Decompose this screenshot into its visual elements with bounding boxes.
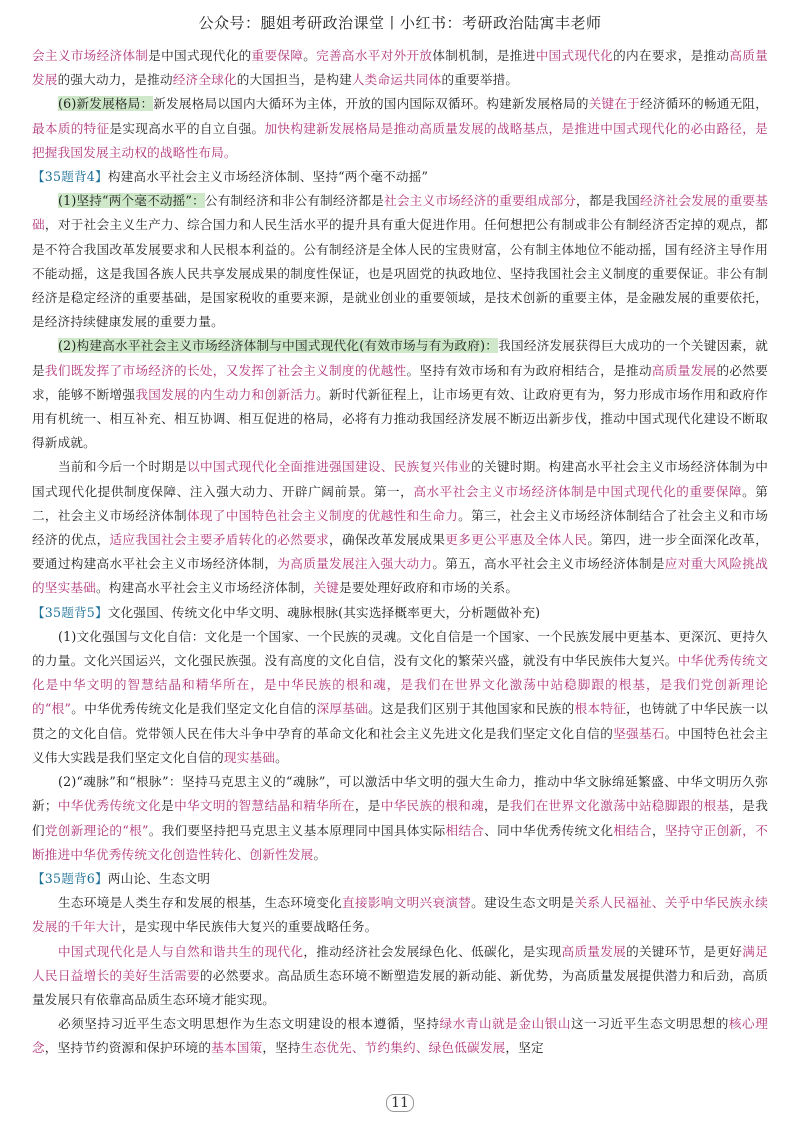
highlighted-text: 中国式现代化 [535, 48, 614, 63]
paragraph [32, 44, 768, 92]
text-run: 、同中华优秀传统文化 [484, 822, 614, 838]
text-run: 必须坚持习近平生态文明思想作为生态文明建设的根本遵循，坚持 [58, 1016, 440, 1032]
highlighted-text: 满足人民日益增长的美好生活需要 [32, 943, 769, 983]
highlighted-text: 我们既发挥了市场经济的长处，又发挥了社会主义制度的优越性 [44, 362, 407, 378]
text-run: 。构建高水平社会主义市场经济体制， [95, 580, 314, 596]
highlighted-text: 根本特征 [574, 701, 627, 717]
text-run: 。第三，社会主义市场经济体制结合了社会主义和市场经济的优点， [32, 507, 768, 548]
highlighted-text: 经济社会发展的重要基础 [32, 193, 769, 233]
text-run: 体制机制，是推进 [432, 48, 536, 63]
text-run: 的关键环节，是更好 [626, 943, 743, 959]
highlighted-text: 中国式现代化是人与自然和谐共生的现代化 [58, 943, 304, 959]
highlighted-text: 直接影响文明兴衰演替 [342, 895, 472, 911]
highlighted-text: 重要保障 [251, 48, 304, 63]
text-run: 这一习近平生态文明思想的 [571, 1016, 729, 1032]
highlighted-text: 相结合 [445, 822, 485, 838]
highlighted-text: 更多更公平惠及全体人民 [445, 532, 588, 548]
highlighted-text: 社会主义市场经济的重要组成部分 [384, 193, 577, 209]
paragraph [32, 334, 768, 455]
text-run: 。坚持有效市场和有为政府相结合，是推动 [406, 362, 652, 378]
highlighted-text: 核心理念 [32, 1016, 768, 1056]
subheading-highlight: (2)构建高水平社会主义市场经济体制与中国式现代化(有效市场与有为政府)： [58, 338, 499, 354]
highlighted-text: 党创新理论的“根” [44, 822, 149, 838]
text-run: 生态环境是人类生存和发展的根基，生态环境变化 [58, 895, 343, 911]
highlighted-text: 中华优秀传统文化 [57, 798, 162, 814]
section-heading [32, 165, 768, 189]
paragraph [32, 189, 768, 334]
highlighted-text: 我们在世界文化激荡中站稳脚跟的根基 [509, 798, 730, 814]
highlighted-text: 中华文明的智慧结晶和精华所在 [174, 798, 355, 814]
section-heading [32, 867, 768, 891]
section-heading [32, 601, 768, 625]
highlighted-text: 高水平社会主义市场经济体制是中国式现代化的重要保障 [413, 483, 743, 499]
paragraph [32, 455, 768, 600]
highlighted-text: 人类命运共同体 [351, 72, 442, 88]
paragraph [32, 770, 768, 867]
text-run: 。 [275, 749, 288, 765]
text-run: 新发展格局以国内大循环为主体，开放的国内国际双循环。构建新发展格局的 [153, 96, 589, 112]
text-run: 。第五，高水平社会主义市场经济体制是 [432, 556, 665, 572]
text-run: ，坚持节约资源和保护环境的 [44, 1040, 212, 1056]
text-run: 公有制经济和非公有制经济都是 [204, 193, 385, 209]
text-run: 的必然要求。高品质生态环境不断塑造发展的新动能、新优势，为高质量发展提供潜力和后劲，高质量发展只有依靠高品质生态环境才能实现。 [32, 967, 768, 1007]
text-run: 的内在要求，是推动 [613, 48, 730, 63]
text-run: ，是 [354, 798, 381, 814]
text-run: 是 [161, 798, 175, 814]
text-run: ，推动经济社会发展绿色化、低碳化，是实现 [303, 943, 562, 959]
highlighted-text: 绿水青山就是金山银山 [439, 1016, 572, 1032]
highlighted-text: 高质量发展 [32, 48, 768, 88]
highlighted-text: 加快构建新发展格局是推动高质量发展的战略基点，是推进中国式现代化的必由路径，是把握我国发展主动权的战略性布局。 [32, 120, 768, 160]
text-run: 。第二，社会主义市场经济体制 [32, 483, 769, 523]
text-run: ，坚定 [505, 1040, 544, 1056]
text-run: 。第四，进一步全面深化改革，要通过构建高水平社会主义市场经济体制， [32, 532, 769, 572]
text-run: ，对于社会主义生产力、综合国力和人民生活水平的提升具有重大促进作用。任何想把公有制或非公有制经济否定掉的观点，都是不符合我国改革发展要求和人民根本利益的。公有制经济是全体人民的宝贵财富，公有制主体地位不能动摇，国有经济主导作用不能动摇，这是我国各族人民共享发展成果的制度性保证，也是巩固党的执政地位、坚持我国社会主义制度的重要保证。非公有制经济是稳定经济的重要基础，是国家税收的重要来源，是就业创业的重要领域，是技术创新的重要主体，是金融发展的重要依托，是经济持续健康发展的重要力量。 [32, 217, 769, 330]
highlighted-text: 最本质的特征 [32, 120, 110, 136]
text-run: 文化强国、传统文化中华文明、魂脉根脉(其实选择概率更大，分析题做补充) [107, 604, 541, 620]
text-run: 。这是我们区别于其他国家和民族的 [368, 701, 575, 717]
highlighted-text: 关键在于 [588, 96, 640, 112]
text-run: 经济循环的畅通无阻， [639, 96, 769, 112]
highlighted-text: 生态优先、节约集约、绿色低碳发展 [300, 1040, 506, 1056]
section-tag: 【35题背6】 [32, 870, 108, 886]
highlighted-text: 完善高水平对外开放 [316, 48, 433, 63]
highlighted-text: 中华民族的根和魂 [380, 798, 485, 814]
text-run: 的必然要求，能够不断增强 [32, 362, 769, 402]
text-run: 是要处理好政府和市场的关系。 [339, 580, 519, 596]
document-body [32, 44, 768, 1061]
text-run: 的强大动力，是推动 [57, 72, 173, 88]
text-run: 我国经济发展获得巨大成功的一个关键因素，就是 [32, 338, 768, 378]
text-run: 。新时代新征程上，让市场更有效、让政府更有为，努力形成市场作用和政府作用有机统一、相互补充、相互协调、相互促进的格局，必将有力推动我国经济发展不断迈出新步伐，推动中国式现代化建设不断取得新成就。 [32, 386, 768, 451]
text-run: ，是我们 [32, 798, 768, 838]
text-run: ，都是我国 [576, 193, 641, 209]
subheading-highlight: (1)坚持“两个毫不动摇”： [58, 193, 205, 209]
highlighted-text: 坚持守正创新，不断推进中华优秀传统文化创造性转化、创新性发展 [32, 822, 768, 862]
highlighted-text: 现实基础 [223, 749, 276, 765]
highlighted-text: 体现了中国特色社会主义制度的优越性和生命力 [186, 507, 459, 523]
text-run: 构建高水平社会主义市场经济体制、坚持“两个毫不动摇” [107, 169, 429, 185]
highlighted-text: 经济全球化 [172, 72, 237, 88]
text-run: ，确保改革发展成果 [329, 532, 446, 548]
text-run: 的大国担当，是构建 [236, 72, 352, 88]
text-run: 的关键时期。构建高水平社会主义市场经济体制为中国式现代化提供制度保障、注入强大动力、开辟广阔前景。第一， [32, 459, 768, 499]
paragraph [32, 1012, 768, 1060]
highlighted-text: 中华优秀传统文化是中华文明的智慧结晶和精华所在，是中华民族的根和魂，是我们在世界文化激荡中站稳脚跟的根基，是我们党创新理论的“根” [32, 653, 768, 717]
text-run: 两山论、生态文明 [107, 870, 211, 886]
highlighted-text: 基本国策 [211, 1040, 263, 1056]
text-run: ， [651, 822, 665, 838]
paragraph [32, 92, 768, 165]
paragraph [32, 625, 768, 770]
paragraph [32, 940, 768, 1013]
text-run: 的重要举措。 [441, 72, 519, 88]
highlighted-text: 坚强基石 [613, 725, 665, 741]
highlighted-text: 我国发展的内生动力和创新活力 [135, 386, 317, 402]
page-number [0, 1094, 800, 1112]
subheading-highlight: (6)新发展格局： [58, 96, 154, 112]
highlighted-text: 关系人民福祉、关乎中华民族永续发展的千年大计 [32, 895, 768, 935]
highlighted-text: 高质量发展 [561, 943, 627, 959]
paragraph [32, 891, 768, 939]
highlighted-text: 相结合 [613, 822, 652, 838]
section-tag: 【35题背5】 [32, 604, 108, 620]
highlighted-text: 高质量发展 [651, 362, 717, 378]
text-run: 。 [313, 846, 327, 862]
text-run: ，坚持 [262, 1040, 301, 1056]
page-number-text: 11 [386, 1094, 414, 1112]
highlighted-text: 关键 [313, 580, 340, 596]
highlighted-text: 应对重大风险挑战的坚实基础 [32, 556, 768, 596]
text-run: 。中华优秀传统文化是我们坚定文化自信的 [71, 701, 317, 717]
highlighted-text: 适应我国社会主要矛盾转化的必然要求 [109, 532, 330, 548]
text-run: 。中国特色社会主义伟大实践是我们坚定文化自信的 [32, 725, 768, 765]
highlighted-text: 为高质量发展注入强大动力 [277, 556, 433, 572]
text-run: 。建设生态文明是 [471, 895, 575, 911]
text-run: 。 [303, 48, 317, 63]
text-run: (1)文化强国与文化自信：文化是一个国家、一个民族的灵魂。文化自信是一个国家、一个民族发展中更基本、更深沉、更持久的力量。文化兴国运兴，文化强民族强。没有高度的文化自信，没有文化的繁荣兴盛，就没有中华民族伟大复兴。 [32, 628, 768, 669]
text-run: 。我们要坚持把马克思主义基本原理同中国具体实际 [148, 822, 446, 838]
highlighted-text: 会主义市场经济体制 [32, 48, 149, 63]
text-run: (2)“魂脉”和“根脉”：坚持马克思主义的“魂脉”，可以激活中华文明的强大生命力，推动中华文脉绵延繁盛、中华文明历久弥新； [32, 774, 768, 814]
text-run: 是实现高水平的自立自强。 [109, 120, 265, 136]
text-run: 当前和今后一个时期是 [58, 459, 188, 475]
text-run: ，是 [484, 798, 510, 814]
highlighted-text: 以中国式现代化全面推进强国建设、民族复兴伟业 [187, 459, 472, 475]
page-header: 公众号：腿姐考研政治课堂丨小红书：考研政治陆寓丰老师 [198, 14, 602, 32]
text-run: ，是实现中华民族伟大复兴的重要战略任务。 [121, 919, 378, 935]
highlighted-text: 深厚基础 [316, 701, 369, 717]
text-run: 是中国式现代化的 [148, 48, 252, 63]
section-tag: 【35题背4】 [32, 169, 108, 185]
text-run: ，也铸就了中华民族一以贯之的文化自信。党带领人民在伟大斗争中孕育的革命文化和社会主义先进文化是我们坚定文化自信的 [32, 701, 768, 741]
